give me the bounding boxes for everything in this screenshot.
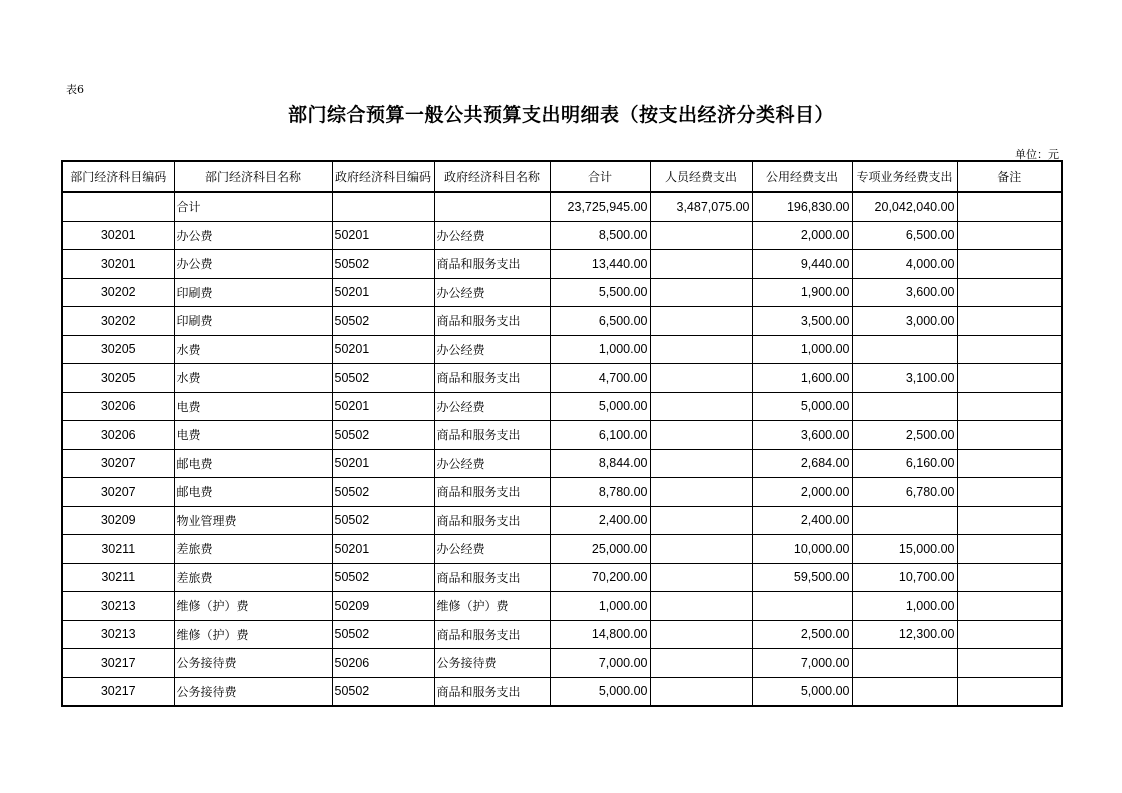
dept-code-cell: 30206 bbox=[62, 392, 174, 421]
personnel-cell bbox=[650, 506, 752, 535]
public-cell: 10,000.00 bbox=[752, 535, 852, 564]
public-cell: 1,900.00 bbox=[752, 278, 852, 307]
table-row bbox=[62, 478, 1062, 507]
dept-name-cell: 公务接待费 bbox=[174, 649, 332, 678]
table-cell bbox=[957, 192, 1062, 221]
public-cell: 2,000.00 bbox=[752, 478, 852, 507]
total-cell: 13,440.00 bbox=[550, 250, 650, 279]
gov-code-cell: 50201 bbox=[332, 221, 434, 250]
personnel-cell bbox=[650, 535, 752, 564]
header-total: 合计 bbox=[550, 161, 650, 192]
remark-cell bbox=[957, 620, 1062, 649]
special-cell: 10,700.00 bbox=[852, 563, 957, 592]
dept-code-cell: 30213 bbox=[62, 592, 174, 621]
table-row bbox=[62, 250, 1062, 279]
gov-name-cell: 商品和服务支出 bbox=[434, 307, 550, 336]
personnel-cell bbox=[650, 221, 752, 250]
public-cell: 2,684.00 bbox=[752, 449, 852, 478]
table-row bbox=[62, 335, 1062, 364]
table-row bbox=[62, 221, 1062, 250]
total-cell: 5,500.00 bbox=[550, 278, 650, 307]
header-special: 专项业务经费支出 bbox=[852, 161, 957, 192]
special-cell: 6,500.00 bbox=[852, 221, 957, 250]
total-cell: 6,500.00 bbox=[550, 307, 650, 336]
personnel-cell bbox=[650, 478, 752, 507]
total-cell: 7,000.00 bbox=[550, 649, 650, 678]
gov-name-cell: 商品和服务支出 bbox=[434, 364, 550, 393]
table-row bbox=[62, 392, 1062, 421]
dept-code-cell: 30211 bbox=[62, 535, 174, 564]
public-cell: 2,500.00 bbox=[752, 620, 852, 649]
remark-cell bbox=[957, 221, 1062, 250]
dept-name-cell: 印刷费 bbox=[174, 307, 332, 336]
remark-cell bbox=[957, 335, 1062, 364]
dept-code-cell: 30207 bbox=[62, 449, 174, 478]
gov-code-cell: 50502 bbox=[332, 478, 434, 507]
gov-name-cell: 办公经费 bbox=[434, 278, 550, 307]
header-remark: 备注 bbox=[957, 161, 1062, 192]
header-gov-code: 政府经济科目编码 bbox=[332, 161, 434, 192]
personnel-cell bbox=[650, 364, 752, 393]
gov-code-cell: 50502 bbox=[332, 563, 434, 592]
gov-code-cell: 50201 bbox=[332, 449, 434, 478]
remark-cell bbox=[957, 677, 1062, 706]
gov-code-cell: 50502 bbox=[332, 506, 434, 535]
total-cell: 5,000.00 bbox=[550, 392, 650, 421]
dept-code-cell: 30206 bbox=[62, 421, 174, 450]
dept-name-cell: 办公费 bbox=[174, 250, 332, 279]
dept-name-cell: 维修（护）费 bbox=[174, 620, 332, 649]
gov-name-cell: 商品和服务支出 bbox=[434, 677, 550, 706]
gov-name-cell: 办公经费 bbox=[434, 449, 550, 478]
total-cell: 6,100.00 bbox=[550, 421, 650, 450]
personnel-cell bbox=[650, 649, 752, 678]
table-cell bbox=[62, 192, 174, 221]
dept-name-cell: 水费 bbox=[174, 364, 332, 393]
special-cell bbox=[852, 335, 957, 364]
gov-name-cell: 商品和服务支出 bbox=[434, 563, 550, 592]
remark-cell bbox=[957, 506, 1062, 535]
total-cell: 1,000.00 bbox=[550, 335, 650, 364]
dept-code-cell: 30201 bbox=[62, 221, 174, 250]
gov-name-cell: 商品和服务支出 bbox=[434, 478, 550, 507]
table-number: 表6 bbox=[66, 83, 84, 96]
dept-code-cell: 30207 bbox=[62, 478, 174, 507]
gov-code-cell: 50502 bbox=[332, 421, 434, 450]
public-cell bbox=[752, 592, 852, 621]
dept-name-cell: 差旅费 bbox=[174, 535, 332, 564]
remark-cell bbox=[957, 449, 1062, 478]
gov-code-cell: 50209 bbox=[332, 592, 434, 621]
public-cell: 5,000.00 bbox=[752, 392, 852, 421]
public-cell: 59,500.00 bbox=[752, 563, 852, 592]
dept-name-cell: 办公费 bbox=[174, 221, 332, 250]
dept-name-cell: 电费 bbox=[174, 421, 332, 450]
personnel-cell bbox=[650, 677, 752, 706]
remark-cell bbox=[957, 535, 1062, 564]
header-dept-code: 部门经济科目编码 bbox=[62, 161, 174, 192]
header-gov-name: 政府经济科目名称 bbox=[434, 161, 550, 192]
gov-name-cell: 商品和服务支出 bbox=[434, 421, 550, 450]
table-row bbox=[62, 563, 1062, 592]
gov-code-cell: 50201 bbox=[332, 278, 434, 307]
gov-code-cell: 50502 bbox=[332, 250, 434, 279]
personnel-cell bbox=[650, 421, 752, 450]
special-cell: 4,000.00 bbox=[852, 250, 957, 279]
dept-code-cell: 30205 bbox=[62, 335, 174, 364]
unit-label: 单位：元 bbox=[1015, 148, 1059, 161]
table-row bbox=[62, 620, 1062, 649]
special-cell bbox=[852, 392, 957, 421]
dept-name-cell: 电费 bbox=[174, 392, 332, 421]
table-row bbox=[62, 421, 1062, 450]
gov-code-cell: 50201 bbox=[332, 335, 434, 364]
special-cell bbox=[852, 506, 957, 535]
dept-code-cell: 30213 bbox=[62, 620, 174, 649]
total-cell: 8,844.00 bbox=[550, 449, 650, 478]
personnel-cell bbox=[650, 250, 752, 279]
total-cell: 14,800.00 bbox=[550, 620, 650, 649]
special-cell: 6,780.00 bbox=[852, 478, 957, 507]
gov-name-cell: 商品和服务支出 bbox=[434, 506, 550, 535]
remark-cell bbox=[957, 392, 1062, 421]
special-cell: 3,600.00 bbox=[852, 278, 957, 307]
special-cell: 3,100.00 bbox=[852, 364, 957, 393]
public-cell: 7,000.00 bbox=[752, 649, 852, 678]
gov-name-cell: 维修（护）费 bbox=[434, 592, 550, 621]
gov-name-cell: 商品和服务支出 bbox=[434, 250, 550, 279]
dept-code-cell: 30202 bbox=[62, 278, 174, 307]
dept-code-cell: 30201 bbox=[62, 250, 174, 279]
table-cell bbox=[434, 192, 550, 221]
special-cell: 6,160.00 bbox=[852, 449, 957, 478]
header-public: 公用经费支出 bbox=[752, 161, 852, 192]
total-cell: 2,400.00 bbox=[550, 506, 650, 535]
gov-code-cell: 50201 bbox=[332, 392, 434, 421]
table-row bbox=[62, 506, 1062, 535]
gov-code-cell: 50502 bbox=[332, 620, 434, 649]
personnel-cell bbox=[650, 449, 752, 478]
table-row bbox=[62, 307, 1062, 336]
total-cell: 8,500.00 bbox=[550, 221, 650, 250]
total-cell: 5,000.00 bbox=[550, 677, 650, 706]
public-cell: 1,000.00 bbox=[752, 335, 852, 364]
dept-code-cell: 30211 bbox=[62, 563, 174, 592]
remark-cell bbox=[957, 278, 1062, 307]
dept-name-cell: 印刷费 bbox=[174, 278, 332, 307]
dept-name-cell: 物业管理费 bbox=[174, 506, 332, 535]
dept-code-cell: 30205 bbox=[62, 364, 174, 393]
special-cell: 12,300.00 bbox=[852, 620, 957, 649]
total-special: 20,042,040.00 bbox=[852, 192, 957, 221]
table-row bbox=[62, 677, 1062, 706]
total-cell: 70,200.00 bbox=[550, 563, 650, 592]
dept-code-cell: 30209 bbox=[62, 506, 174, 535]
gov-code-cell: 50502 bbox=[332, 677, 434, 706]
personnel-cell bbox=[650, 563, 752, 592]
remark-cell bbox=[957, 421, 1062, 450]
personnel-cell bbox=[650, 335, 752, 364]
total-cell: 8,780.00 bbox=[550, 478, 650, 507]
dept-name-cell: 差旅费 bbox=[174, 563, 332, 592]
special-cell: 3,000.00 bbox=[852, 307, 957, 336]
public-cell: 2,400.00 bbox=[752, 506, 852, 535]
table-row bbox=[62, 364, 1062, 393]
page-title: 部门综合预算一般公共预算支出明细表（按支出经济分类科目） bbox=[287, 104, 834, 126]
dept-code-cell: 30217 bbox=[62, 649, 174, 678]
public-cell: 1,600.00 bbox=[752, 364, 852, 393]
personnel-cell bbox=[650, 592, 752, 621]
gov-name-cell: 办公经费 bbox=[434, 535, 550, 564]
special-cell: 1,000.00 bbox=[852, 592, 957, 621]
total-sum: 23,725,945.00 bbox=[550, 192, 650, 221]
dept-name-cell: 邮电费 bbox=[174, 449, 332, 478]
table-row bbox=[62, 649, 1062, 678]
gov-code-cell: 50502 bbox=[332, 364, 434, 393]
total-cell: 25,000.00 bbox=[550, 535, 650, 564]
dept-code-cell: 30217 bbox=[62, 677, 174, 706]
gov-code-cell: 50502 bbox=[332, 307, 434, 336]
header-dept-name: 部门经济科目名称 bbox=[174, 161, 332, 192]
total-cell: 4,700.00 bbox=[550, 364, 650, 393]
gov-name-cell: 办公经费 bbox=[434, 392, 550, 421]
public-cell: 9,440.00 bbox=[752, 250, 852, 279]
total-row bbox=[62, 192, 1062, 221]
total-public: 196,830.00 bbox=[752, 192, 852, 221]
remark-cell bbox=[957, 364, 1062, 393]
header-row bbox=[62, 161, 1062, 192]
public-cell: 5,000.00 bbox=[752, 677, 852, 706]
public-cell: 3,500.00 bbox=[752, 307, 852, 336]
personnel-cell bbox=[650, 278, 752, 307]
gov-name-cell: 商品和服务支出 bbox=[434, 620, 550, 649]
public-cell: 3,600.00 bbox=[752, 421, 852, 450]
dept-name-cell: 维修（护）费 bbox=[174, 592, 332, 621]
table-row bbox=[62, 278, 1062, 307]
table-row bbox=[62, 592, 1062, 621]
special-cell: 15,000.00 bbox=[852, 535, 957, 564]
remark-cell bbox=[957, 563, 1062, 592]
gov-name-cell: 公务接待费 bbox=[434, 649, 550, 678]
gov-name-cell: 办公经费 bbox=[434, 335, 550, 364]
dept-code-cell: 30202 bbox=[62, 307, 174, 336]
gov-code-cell: 50201 bbox=[332, 535, 434, 564]
header-personnel: 人员经费支出 bbox=[650, 161, 752, 192]
table-cell bbox=[332, 192, 434, 221]
special-cell bbox=[852, 649, 957, 678]
remark-cell bbox=[957, 250, 1062, 279]
total-cell: 1,000.00 bbox=[550, 592, 650, 621]
expenditure-table bbox=[61, 160, 1063, 707]
gov-code-cell: 50206 bbox=[332, 649, 434, 678]
personnel-cell bbox=[650, 620, 752, 649]
special-cell: 2,500.00 bbox=[852, 421, 957, 450]
total-personnel: 3,487,075.00 bbox=[650, 192, 752, 221]
table-row bbox=[62, 449, 1062, 478]
personnel-cell bbox=[650, 392, 752, 421]
total-label: 合计 bbox=[174, 192, 332, 221]
remark-cell bbox=[957, 592, 1062, 621]
personnel-cell bbox=[650, 307, 752, 336]
remark-cell bbox=[957, 307, 1062, 336]
special-cell bbox=[852, 677, 957, 706]
remark-cell bbox=[957, 649, 1062, 678]
remark-cell bbox=[957, 478, 1062, 507]
dept-name-cell: 公务接待费 bbox=[174, 677, 332, 706]
table-row bbox=[62, 535, 1062, 564]
dept-name-cell: 水费 bbox=[174, 335, 332, 364]
dept-name-cell: 邮电费 bbox=[174, 478, 332, 507]
public-cell: 2,000.00 bbox=[752, 221, 852, 250]
gov-name-cell: 办公经费 bbox=[434, 221, 550, 250]
